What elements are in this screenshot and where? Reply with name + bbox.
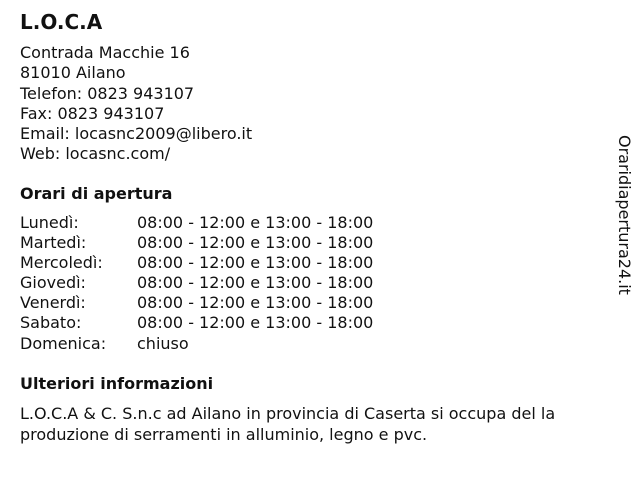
time-range: 08:00 - 12:00 e 13:00 - 18:00 (137, 313, 374, 333)
time-range: 08:00 - 12:00 e 13:00 - 18:00 (137, 293, 374, 313)
site-watermark: Oraridiapertura24.it (615, 135, 634, 295)
day-label: Mercoledì: (20, 253, 103, 273)
hours-row-thursday (20, 273, 373, 293)
business-name: L.O.C.A (20, 10, 103, 34)
hours-row-monday (20, 213, 373, 233)
opening-hours-table (20, 213, 373, 354)
day-label: Giovedì: (20, 273, 86, 293)
hours-row-wednesday (20, 253, 373, 273)
fax-number: Fax: 0823 943107 (20, 103, 165, 123)
additional-info-heading: Ulteriori informazioni (20, 374, 214, 393)
address-line-city: 81010 Ailano (20, 63, 126, 83)
time-range: 08:00 - 12:00 e 13:00 - 18:00 (137, 253, 374, 273)
day-label: Lunedì: (20, 213, 79, 232)
day-label: Venerdì: (20, 293, 86, 313)
business-description: L.O.C.A & C. S.n.c ad Ailano in provincia di Caserta si occupa del la produzione di serramenti in alluminio, legno e pvc. (20, 404, 556, 444)
time-range: 08:00 - 12:00 e 13:00 - 18:00 (137, 233, 374, 253)
day-label: Martedì: (20, 233, 87, 253)
contact-block (20, 43, 252, 165)
hours-row-tuesday (20, 233, 373, 253)
website-address: Web: locasnc.com/ (20, 144, 171, 164)
opening-hours-heading: Orari di apertura (20, 184, 173, 203)
day-label: Sabato: (20, 313, 82, 333)
time-range: 08:00 - 12:00 e 13:00 - 18:00 (137, 273, 374, 293)
phone-number: Telefon: 0823 943107 (20, 83, 195, 103)
hours-row-friday (20, 293, 373, 313)
hours-row-saturday (20, 313, 373, 333)
address-line-street: Contrada Macchie 16 (20, 43, 190, 62)
hours-row-sunday (20, 334, 373, 354)
time-range: 08:00 - 12:00 e 13:00 - 18:00 (137, 213, 374, 232)
time-range: chiuso (137, 333, 189, 353)
day-label: Domenica: (20, 333, 107, 353)
email-address: Email: locasnc2009@libero.it (20, 124, 253, 144)
